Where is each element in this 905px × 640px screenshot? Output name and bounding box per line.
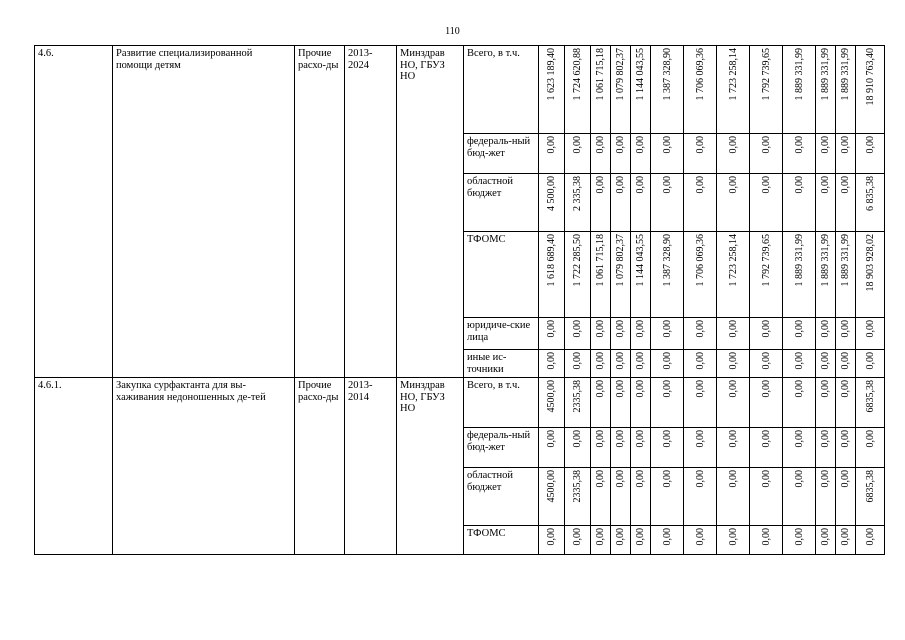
amount-value: 0,00 [694, 136, 706, 154]
amount-cell [631, 468, 651, 526]
funding-source: Всего, в т.ч. [464, 378, 539, 428]
amount-cell [684, 526, 717, 555]
amount-cell [836, 134, 856, 174]
amount-cell [611, 350, 631, 378]
amount-value: 0,00 [572, 352, 583, 370]
amount-cell [750, 134, 783, 174]
amount-value: 0,00 [661, 380, 673, 398]
amount-value: 0,00 [760, 176, 772, 194]
amount-cell [856, 174, 885, 232]
amount-value: 0,00 [864, 136, 876, 154]
amount-cell [565, 526, 591, 555]
funding-source: иные ис-точники [464, 350, 539, 378]
amount-cell [856, 468, 885, 526]
amount-value: 0,00 [760, 136, 772, 154]
amount-value: 6 835,38 [864, 176, 876, 211]
amount-value: 0,00 [635, 470, 646, 488]
amount-value: 0,00 [595, 380, 606, 398]
amount-cell [856, 134, 885, 174]
amount-cell [816, 350, 836, 378]
amount-cell [631, 350, 651, 378]
amount-cell [783, 350, 816, 378]
amount-cell [836, 318, 856, 350]
amount-value: 1 722 285,50 [572, 234, 583, 287]
funding-source: федераль-ный бюд-жет [464, 428, 539, 468]
amount-value: 0,00 [694, 470, 706, 488]
amount-cell [717, 526, 750, 555]
amount-value: 2335,38 [572, 470, 583, 503]
amount-cell [717, 428, 750, 468]
amount-cell [565, 468, 591, 526]
amount-cell [631, 232, 651, 318]
amount-cell [591, 428, 611, 468]
amount-cell [717, 318, 750, 350]
amount-cell [651, 134, 684, 174]
amount-cell [651, 468, 684, 526]
amount-cell [856, 526, 885, 555]
amount-value: 0,00 [661, 320, 673, 338]
amount-value: 0,00 [864, 430, 876, 448]
amount-value: 0,00 [727, 380, 739, 398]
amount-value: 0,00 [840, 320, 851, 338]
amount-value: 0,00 [864, 352, 876, 370]
amount-cell [816, 428, 836, 468]
amount-value: 0,00 [840, 352, 851, 370]
budget-table [34, 45, 885, 555]
amount-value: 0,00 [820, 380, 831, 398]
amount-cell [684, 46, 717, 134]
amount-value: 0,00 [595, 470, 606, 488]
amount-value: 0,00 [820, 176, 831, 194]
amount-cell [750, 174, 783, 232]
amount-value: 0,00 [595, 136, 606, 154]
amount-cell [836, 468, 856, 526]
amount-cell [717, 174, 750, 232]
page-number: 110 [445, 26, 460, 37]
amount-cell [611, 526, 631, 555]
amount-value: 0,00 [572, 528, 583, 546]
amount-cell [816, 174, 836, 232]
amount-cell [684, 468, 717, 526]
amount-value: 0,00 [793, 380, 805, 398]
amount-cell [565, 232, 591, 318]
amount-cell [783, 468, 816, 526]
amount-cell [816, 318, 836, 350]
amount-cell [539, 468, 565, 526]
amount-value: 6835,38 [864, 380, 876, 413]
amount-cell [539, 378, 565, 428]
amount-cell [684, 318, 717, 350]
amount-cell [717, 232, 750, 318]
amount-cell [783, 428, 816, 468]
amount-value: 0,00 [793, 320, 805, 338]
amount-value: 0,00 [661, 528, 673, 546]
amount-value: 0,00 [546, 352, 557, 370]
amount-cell [591, 232, 611, 318]
amount-cell [611, 428, 631, 468]
amount-value: 0,00 [661, 470, 673, 488]
amount-cell [651, 174, 684, 232]
amount-cell [565, 350, 591, 378]
expense-type: Прочие расхо-ды [295, 46, 345, 378]
amount-value: 0,00 [615, 380, 626, 398]
amount-value: 0,00 [635, 430, 646, 448]
amount-value: 0,00 [615, 320, 626, 338]
amount-cell [750, 468, 783, 526]
amount-cell [750, 526, 783, 555]
amount-cell [856, 350, 885, 378]
amount-value: 0,00 [694, 320, 706, 338]
amount-value: 0,00 [840, 136, 851, 154]
amount-value: 1 889 331,99 [793, 234, 805, 287]
amount-cell [611, 46, 631, 134]
amount-cell [651, 318, 684, 350]
amount-value: 0,00 [727, 320, 739, 338]
amount-value: 0,00 [546, 528, 557, 546]
amount-cell [591, 46, 611, 134]
amount-value: 1 723 258,14 [727, 234, 739, 287]
amount-cell [684, 378, 717, 428]
amount-cell [750, 378, 783, 428]
amount-value: 0,00 [864, 320, 876, 338]
amount-cell [539, 134, 565, 174]
table-row [35, 46, 885, 134]
amount-value: 0,00 [793, 528, 805, 546]
executor: Минздрав НО, ГБУЗ НО [397, 378, 464, 555]
amount-value: 1 061 715,18 [595, 48, 606, 101]
amount-value: 0,00 [760, 528, 772, 546]
amount-value: 0,00 [615, 136, 626, 154]
amount-cell [856, 232, 885, 318]
funding-source: ТФОМС [464, 526, 539, 555]
amount-cell [611, 174, 631, 232]
amount-value: 1 706 069,36 [694, 48, 706, 101]
amount-value: 1 618 689,40 [546, 234, 557, 287]
amount-value: 1 792 739,65 [760, 48, 772, 101]
amount-value: 0,00 [635, 352, 646, 370]
amount-cell [631, 46, 651, 134]
funding-source: юридиче-ские лица [464, 318, 539, 350]
amount-cell [631, 428, 651, 468]
amount-value: 0,00 [694, 528, 706, 546]
amount-cell [836, 46, 856, 134]
amount-cell [539, 46, 565, 134]
amount-value: 1 889 331,99 [840, 48, 851, 101]
amount-cell [651, 526, 684, 555]
amount-value: 0,00 [727, 430, 739, 448]
amount-value: 0,00 [661, 352, 673, 370]
amount-value: 0,00 [661, 430, 673, 448]
amount-value: 0,00 [546, 320, 557, 338]
amount-cell [565, 174, 591, 232]
amount-value: 0,00 [760, 380, 772, 398]
table-row [35, 378, 885, 428]
amount-cell [684, 232, 717, 318]
amount-value: 1 889 331,99 [840, 234, 851, 287]
amount-cell [816, 134, 836, 174]
amount-value: 0,00 [760, 320, 772, 338]
amount-value: 4500,00 [546, 380, 557, 413]
amount-value: 0,00 [572, 320, 583, 338]
amount-value: 1 623 189,40 [546, 48, 557, 101]
amount-cell [631, 134, 651, 174]
amount-cell [783, 232, 816, 318]
amount-cell [816, 46, 836, 134]
amount-cell [816, 526, 836, 555]
amount-cell [783, 134, 816, 174]
amount-cell [684, 428, 717, 468]
amount-cell [591, 318, 611, 350]
amount-value: 0,00 [615, 176, 626, 194]
amount-value: 1 889 331,99 [793, 48, 805, 101]
amount-value: 0,00 [615, 352, 626, 370]
amount-value: 2335,38 [572, 380, 583, 413]
amount-cell [611, 134, 631, 174]
amount-value: 0,00 [615, 430, 626, 448]
amount-value: 1 889 331,99 [820, 48, 831, 101]
amount-value: 0,00 [760, 470, 772, 488]
item-code: 4.6. [35, 46, 113, 378]
amount-cell [816, 378, 836, 428]
amount-cell [565, 378, 591, 428]
amount-value: 0,00 [727, 528, 739, 546]
amount-cell [836, 428, 856, 468]
amount-value: 0,00 [840, 380, 851, 398]
amount-cell [631, 378, 651, 428]
amount-value: 0,00 [840, 176, 851, 194]
amount-cell [717, 134, 750, 174]
amount-value: 1 144 043,55 [635, 234, 646, 287]
amount-value: 0,00 [661, 176, 673, 194]
amount-cell [631, 318, 651, 350]
amount-value: 18 910 763,40 [864, 48, 876, 106]
amount-value: 0,00 [694, 352, 706, 370]
period: 2013-2024 [345, 46, 397, 378]
amount-value: 1 079 802,37 [615, 234, 626, 287]
amount-value: 0,00 [793, 136, 805, 154]
amount-value: 0,00 [727, 352, 739, 370]
amount-cell [816, 232, 836, 318]
amount-cell [565, 134, 591, 174]
amount-value: 4 500,00 [546, 176, 557, 211]
amount-value: 0,00 [727, 136, 739, 154]
amount-value: 18 903 928,02 [864, 234, 876, 292]
amount-value: 0,00 [840, 528, 851, 546]
amount-value: 0,00 [595, 176, 606, 194]
amount-cell [783, 318, 816, 350]
amount-cell [539, 232, 565, 318]
amount-cell [783, 378, 816, 428]
amount-value: 1 387 328,90 [661, 234, 673, 287]
amount-value: 0,00 [635, 320, 646, 338]
amount-cell [565, 318, 591, 350]
amount-value: 1 387 328,90 [661, 48, 673, 101]
amount-cell [591, 468, 611, 526]
amount-value: 0,00 [635, 176, 646, 194]
amount-value: 1 706 069,36 [694, 234, 706, 287]
amount-cell [539, 428, 565, 468]
funding-source: федераль-ный бюд-жет [464, 134, 539, 174]
amount-cell [856, 318, 885, 350]
amount-cell [611, 232, 631, 318]
amount-cell [651, 232, 684, 318]
amount-cell [591, 526, 611, 555]
amount-cell [565, 428, 591, 468]
amount-cell [631, 526, 651, 555]
amount-cell [591, 134, 611, 174]
amount-value: 1 723 258,14 [727, 48, 739, 101]
amount-cell [611, 378, 631, 428]
amount-cell [611, 468, 631, 526]
amount-value: 0,00 [572, 136, 583, 154]
amount-cell [651, 350, 684, 378]
amount-value: 0,00 [595, 352, 606, 370]
amount-cell [565, 46, 591, 134]
amount-value: 0,00 [635, 380, 646, 398]
amount-value: 0,00 [864, 528, 876, 546]
amount-cell [631, 174, 651, 232]
funding-source: ТФОМС [464, 232, 539, 318]
amount-cell [651, 46, 684, 134]
amount-cell [591, 378, 611, 428]
item-name: Развитие специализированной помощи детям [113, 46, 295, 378]
amount-cell [684, 134, 717, 174]
amount-value: 1 079 802,37 [615, 48, 626, 101]
amount-value: 0,00 [546, 430, 557, 448]
amount-value: 0,00 [727, 176, 739, 194]
amount-cell [591, 174, 611, 232]
amount-value: 0,00 [635, 528, 646, 546]
amount-cell [651, 378, 684, 428]
amount-value: 0,00 [820, 320, 831, 338]
amount-cell [717, 378, 750, 428]
amount-value: 0,00 [694, 430, 706, 448]
amount-cell [717, 350, 750, 378]
amount-value: 0,00 [546, 136, 557, 154]
amount-cell [750, 232, 783, 318]
amount-value: 0,00 [694, 176, 706, 194]
amount-cell [836, 526, 856, 555]
amount-value: 1 061 715,18 [595, 234, 606, 287]
amount-value: 0,00 [727, 470, 739, 488]
amount-value: 0,00 [595, 528, 606, 546]
item-code: 4.6.1. [35, 378, 113, 555]
amount-cell [783, 46, 816, 134]
amount-cell [816, 468, 836, 526]
amount-cell [783, 174, 816, 232]
amount-cell [684, 174, 717, 232]
amount-value: 0,00 [595, 320, 606, 338]
amount-cell [856, 378, 885, 428]
amount-cell [591, 350, 611, 378]
amount-value: 0,00 [572, 430, 583, 448]
amount-cell [836, 174, 856, 232]
amount-value: 0,00 [820, 470, 831, 488]
amount-value: 1 792 739,65 [760, 234, 772, 287]
amount-cell [856, 46, 885, 134]
amount-value: 0,00 [661, 136, 673, 154]
amount-cell [750, 46, 783, 134]
amount-value: 2 335,38 [572, 176, 583, 211]
amount-cell [750, 318, 783, 350]
amount-value: 1 144 043,55 [635, 48, 646, 101]
amount-cell [783, 526, 816, 555]
executor: Минздрав НО, ГБУЗ НО [397, 46, 464, 378]
amount-value: 0,00 [840, 470, 851, 488]
amount-cell [611, 318, 631, 350]
amount-value: 0,00 [793, 470, 805, 488]
amount-value: 0,00 [840, 430, 851, 448]
amount-value: 1 889 331,99 [820, 234, 831, 287]
amount-value: 0,00 [615, 470, 626, 488]
amount-cell [836, 378, 856, 428]
amount-cell [750, 350, 783, 378]
amount-cell [750, 428, 783, 468]
expense-type: Прочие расхо-ды [295, 378, 345, 555]
amount-cell [539, 174, 565, 232]
amount-value: 0,00 [820, 352, 831, 370]
amount-value: 0,00 [595, 430, 606, 448]
amount-cell [651, 428, 684, 468]
funding-source: областной бюджет [464, 174, 539, 232]
amount-value: 0,00 [760, 352, 772, 370]
amount-cell [717, 46, 750, 134]
amount-value: 0,00 [615, 528, 626, 546]
amount-cell [539, 318, 565, 350]
amount-cell [539, 350, 565, 378]
funding-source: Всего, в т.ч. [464, 46, 539, 134]
amount-value: 0,00 [635, 136, 646, 154]
amount-value: 0,00 [820, 430, 831, 448]
amount-value: 6835,38 [864, 470, 876, 503]
amount-value: 0,00 [793, 176, 805, 194]
amount-value: 0,00 [694, 380, 706, 398]
item-name: Закупка сурфактанта для вы-хаживания недоношенных де-тей [113, 378, 295, 555]
amount-value: 0,00 [760, 430, 772, 448]
amount-cell [856, 428, 885, 468]
funding-source: областной бюджет [464, 468, 539, 526]
amount-cell [539, 526, 565, 555]
amount-value: 0,00 [793, 430, 805, 448]
amount-cell [836, 350, 856, 378]
amount-value: 4500,00 [546, 470, 557, 503]
period: 2013-2014 [345, 378, 397, 555]
amount-cell [836, 232, 856, 318]
amount-cell [684, 350, 717, 378]
amount-value: 0,00 [820, 528, 831, 546]
amount-value: 0,00 [820, 136, 831, 154]
amount-value: 0,00 [793, 352, 805, 370]
amount-cell [717, 468, 750, 526]
amount-value: 1 724 620,88 [572, 48, 583, 101]
